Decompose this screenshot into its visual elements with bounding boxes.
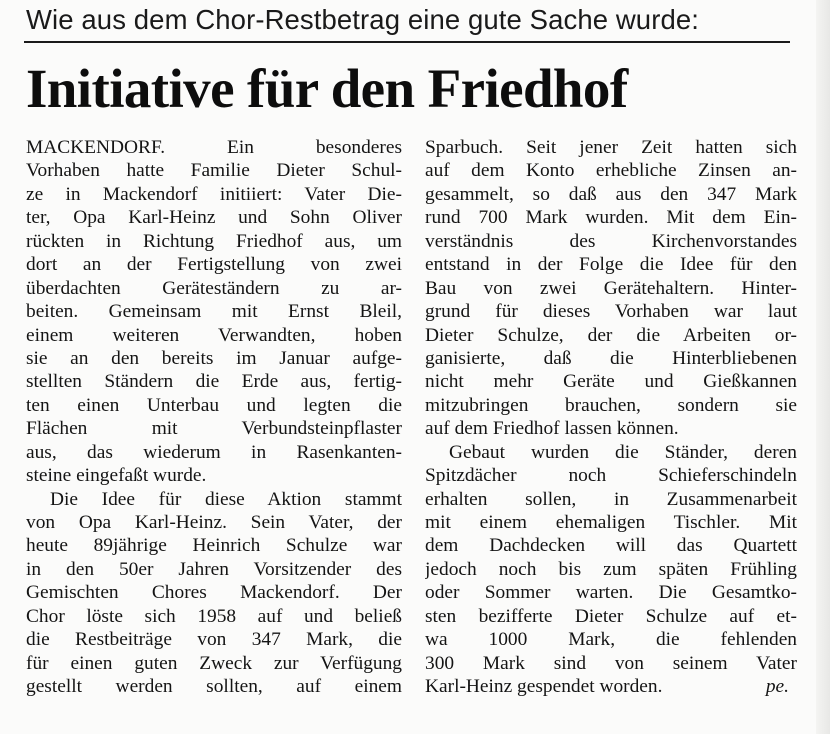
text-line: wa 1000 Mark, die fehlenden <box>425 629 797 651</box>
text-line: auf dem Friedhof lassen können. <box>425 418 679 440</box>
text-line: oder Sommer warten. Die Gesamtko- <box>425 582 797 604</box>
paper-edge <box>816 0 830 734</box>
text-line: sten bezifferte Dieter Schulze auf et- <box>425 605 797 627</box>
text-line: Chor löste sich 1958 auf und beließ <box>26 605 402 627</box>
text-line: ter, Opa Karl-Heinz und Sohn Oliver <box>26 207 402 229</box>
text-line: aus, das wiederum in Rasenkanten- <box>26 441 402 463</box>
text-line: die Restbeiträge von 347 Mark, die <box>26 629 402 651</box>
text-line: sie an den bereits im Januar aufge- <box>26 347 402 369</box>
text-line: entstand in der Folge die Idee für den <box>425 254 797 276</box>
closing-line <box>425 675 797 698</box>
text-line: in den 50er Jahren Vorsitzender des <box>26 558 402 580</box>
text-line: rund 700 Mark wurden. Mit dem Ein- <box>425 207 797 229</box>
text-line: überdachten Geräteständern zu ar- <box>26 277 402 299</box>
text-line: einem weiteren Verwandten, hoben <box>26 324 402 346</box>
text-line: ze in Mackendorf initiiert: Vater Die- <box>26 183 402 205</box>
text-line: Karl-Heinz gespendet worden. <box>425 676 663 698</box>
text-line: rückten in Richtung Friedhof aus, um <box>26 230 402 252</box>
text-line: gesammelt, so daß aus den 347 Mark <box>425 183 797 205</box>
text-line: für einen guten Zweck zur Verfügung <box>26 652 402 674</box>
text-line: Flächen mit Verbundsteinpflaster <box>26 418 402 440</box>
article-column-left <box>26 136 402 699</box>
kicker-rule <box>24 41 790 43</box>
text-line: erhalten sollen, in Zusammenarbeit <box>425 488 797 510</box>
author-initials: pe. <box>765 676 789 698</box>
text-line: nicht mehr Geräte und Gießkannen <box>425 371 797 393</box>
text-line: mitzubringen brauchen, sondern sie <box>425 394 797 416</box>
text-line: Vorhaben hatte Familie Dieter Schul- <box>26 160 402 182</box>
article-column-right <box>425 136 797 699</box>
text-line: gestellt werden sollten, auf einem <box>26 676 402 698</box>
text-line: Gebaut wurden die Ständer, deren <box>449 441 797 463</box>
text-line: beiten. Gemeinsam mit Ernst Bleil, <box>26 301 402 323</box>
text-line: dort an der Fertigstellung von zwei <box>26 254 402 276</box>
headline: Initiative für den Friedhof <box>26 58 628 119</box>
text-line: von Opa Karl-Heinz. Sein Vater, der <box>26 512 402 533</box>
text-line: steine eingefaßt wurde. <box>26 465 207 487</box>
text-line: Gemischten Chores Mackendorf. Der <box>26 582 402 604</box>
kicker-line: Wie aus dem Chor-Restbetrag eine gute Sache wurde: <box>26 4 699 35</box>
text-line: jedoch noch bis zum späten Frühling <box>425 558 797 580</box>
text-line: Die Idee für diese Aktion stammt <box>50 488 402 510</box>
text-line: ganisierte, daß die Hinterbliebenen <box>425 347 797 369</box>
text-line: Dieter Schulze, der die Arbeiten or- <box>425 324 797 346</box>
text-line: grund für dieses Vorhaben war laut <box>425 301 797 323</box>
text-line: Sparbuch. Seit jener Zeit hatten sich <box>425 137 797 158</box>
text-line: MACKENDORF. Ein besonderes <box>26 137 402 158</box>
text-line: ten einen Unterbau und legten die <box>26 394 402 416</box>
text-line: verständnis des Kirchenvorstandes <box>425 230 797 252</box>
text-line: stellten Ständern die Erde aus, fertig- <box>26 371 402 393</box>
text-line: Spitzdächer noch Schieferschindeln <box>425 465 797 487</box>
text-line: 300 Mark sind von seinem Vater <box>425 652 797 674</box>
text-line: dem Dachdecken will das Quartett <box>425 535 797 557</box>
text-line: auf dem Konto erhebliche Zinsen an- <box>425 160 797 182</box>
text-line: mit einem ehemaligen Tischler. Mit <box>425 512 797 533</box>
text-line: Bau von zwei Gerätehaltern. Hinter- <box>425 277 797 299</box>
text-line: heute 89jährige Heinrich Schulze war <box>26 535 402 557</box>
